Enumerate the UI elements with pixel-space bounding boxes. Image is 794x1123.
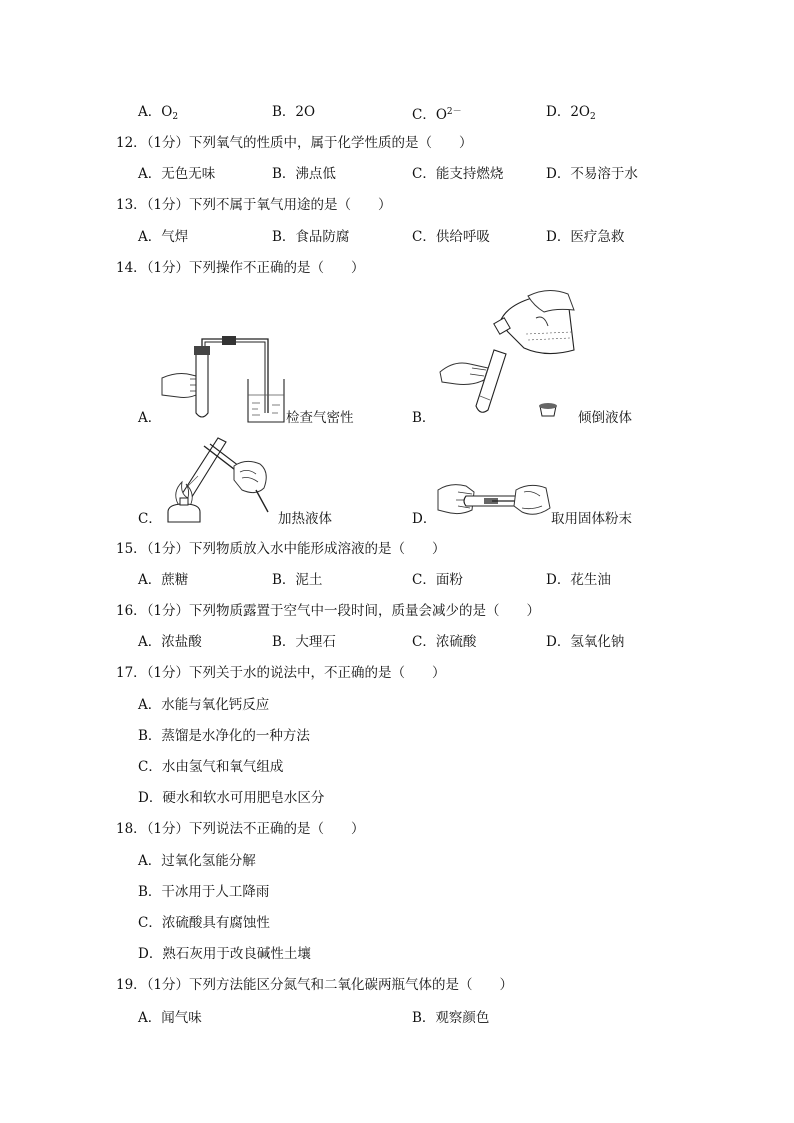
q18-option-a[interactable]: A．过氧化氢能分解 xyxy=(138,853,256,869)
q11-option-c-formula: O xyxy=(435,107,447,123)
question-text: 下列物质露置于空气中一段时间，质量会减少的是（ ） xyxy=(189,603,541,619)
q18-option-c[interactable]: C．浓硫酸具有腐蚀性 xyxy=(138,915,270,931)
q11-option-a[interactable] xyxy=(138,103,178,126)
q12-option-d[interactable]: D．不易溶于水 xyxy=(546,166,638,182)
question-19-stem xyxy=(116,976,513,994)
question-score: （1分） xyxy=(146,603,190,619)
question-text: 下列说法不正确的是（ ） xyxy=(189,821,365,837)
pouring-liquid-figure xyxy=(436,288,576,422)
q14-option-d-letter[interactable]: D． xyxy=(412,511,437,527)
q14-option-a-caption: 检查气密性 xyxy=(286,410,354,426)
q15-option-d[interactable]: D．花生油 xyxy=(546,572,611,588)
question-text: 下列关于水的说法中，不正确的是（ ） xyxy=(189,665,446,681)
heating-liquid-figure xyxy=(160,432,276,526)
q17-option-a[interactable]: A．水能与氧化钙反应 xyxy=(138,697,270,713)
question-18-stem xyxy=(116,820,365,838)
question-text: 下列不属于氧气用途的是（ ） xyxy=(189,197,392,213)
q11-option-d-formula: 2O xyxy=(570,104,590,120)
question-number: 17． xyxy=(116,665,147,681)
question-score: （1分） xyxy=(146,541,190,557)
question-text: 下列方法能区分氮气和二氧化碳两瓶气体的是（ ） xyxy=(189,977,514,993)
q13-option-c[interactable]: C．供给呼吸 xyxy=(412,229,490,245)
q14-option-b-letter[interactable]: B． xyxy=(412,410,436,426)
q18-option-d[interactable]: D．熟石灰用于改良碱性土壤 xyxy=(138,946,311,962)
question-number: 14． xyxy=(116,260,147,276)
q11-option-d[interactable] xyxy=(546,103,596,126)
question-text: 下列物质放入水中能形成溶液的是（ ） xyxy=(189,541,446,557)
taking-solid-powder-figure xyxy=(436,480,552,524)
q14-option-a-letter[interactable]: A． xyxy=(138,410,162,426)
q11-option-d-letter: D． xyxy=(546,104,571,120)
question-score: （1分） xyxy=(146,197,190,213)
q15-option-a[interactable]: A．蔗糖 xyxy=(138,572,189,588)
q12-option-b[interactable]: B．沸点低 xyxy=(272,166,336,182)
question-14-stem xyxy=(116,259,365,277)
question-number: 12． xyxy=(116,135,147,151)
q13-option-d[interactable]: D．医疗急救 xyxy=(546,229,625,245)
question-number: 16． xyxy=(116,603,147,619)
q17-option-c[interactable]: C．水由氢气和氧气组成 xyxy=(138,759,284,775)
question-text: 下列氧气的性质中，属于化学性质的是（ ） xyxy=(189,135,473,151)
q11-option-d-subscript: 2 xyxy=(590,112,596,122)
question-number: 13． xyxy=(116,197,147,213)
question-13-stem xyxy=(116,196,392,214)
question-number: 19． xyxy=(116,977,147,993)
q11-option-c[interactable] xyxy=(412,103,462,124)
question-number: 15． xyxy=(116,541,147,557)
question-16-stem xyxy=(116,602,540,620)
q11-option-b-formula: 2O xyxy=(295,104,316,120)
question-score: （1分） xyxy=(146,977,190,993)
q14-option-d-caption: 取用固体粉末 xyxy=(551,511,632,527)
q11-option-c-superscript: 2－ xyxy=(446,107,462,117)
question-15-stem xyxy=(116,540,446,558)
q13-option-a[interactable]: A．气焊 xyxy=(138,229,189,245)
q14-option-c-letter[interactable]: C． xyxy=(138,511,162,527)
question-number: 18． xyxy=(116,821,147,837)
q11-option-b-letter: B． xyxy=(272,104,296,120)
q15-option-c[interactable]: C．面粉 xyxy=(412,572,463,588)
q16-option-a[interactable]: A．浓盐酸 xyxy=(138,634,202,650)
q19-option-a[interactable]: A．闻气味 xyxy=(138,1010,202,1026)
q15-option-b[interactable]: B．泥土 xyxy=(272,572,323,588)
q12-option-c[interactable]: C．能支持燃烧 xyxy=(412,166,504,182)
q14-option-c-caption: 加热液体 xyxy=(278,511,332,527)
question-score: （1分） xyxy=(146,135,190,151)
q11-option-b[interactable] xyxy=(272,103,315,121)
question-score: （1分） xyxy=(146,260,190,276)
q16-option-b[interactable]: B．大理石 xyxy=(272,634,336,650)
question-17-stem xyxy=(116,664,446,682)
q14-option-b-caption: 倾倒液体 xyxy=(578,410,632,426)
question-12-stem xyxy=(116,134,473,152)
q16-option-c[interactable]: C．浓硫酸 xyxy=(412,634,477,650)
q17-option-d[interactable]: D．硬水和软水可用肥皂水区分 xyxy=(138,790,325,806)
q11-option-c-letter: C． xyxy=(412,107,436,123)
q19-option-b[interactable]: B．观察颜色 xyxy=(412,1010,490,1026)
q16-option-d[interactable]: D．氢氧化钠 xyxy=(546,634,625,650)
q17-option-b[interactable]: B．蒸馏是水净化的一种方法 xyxy=(138,728,310,744)
q11-option-a-letter: A． xyxy=(138,104,162,120)
q13-option-b[interactable]: B．食品防腐 xyxy=(272,229,350,245)
q12-option-a[interactable]: A．无色无味 xyxy=(138,166,216,182)
q18-option-b[interactable]: B．干冰用于人工降雨 xyxy=(138,884,270,900)
q11-option-a-subscript: 2 xyxy=(172,112,179,122)
question-score: （1分） xyxy=(146,821,190,837)
airtightness-check-figure xyxy=(160,333,286,425)
q11-option-a-formula: O xyxy=(161,104,173,120)
question-score: （1分） xyxy=(146,665,190,681)
question-text: 下列操作不正确的是（ ） xyxy=(189,260,365,276)
